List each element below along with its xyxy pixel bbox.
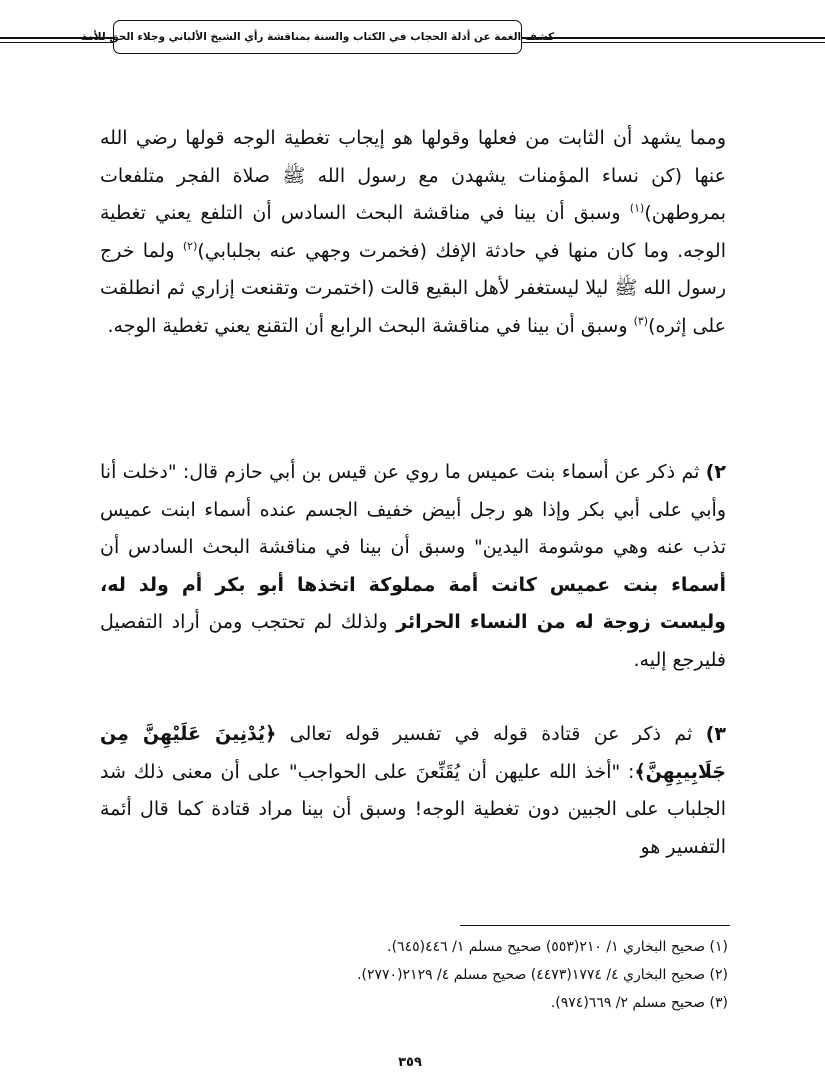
footnote-3: (٣) صحيح مسلم ٢/ ٦٦٩(٩٧٤). [550, 995, 728, 1011]
p1-text-4: وسبق أن بينا في مناقشة البحث الرابع أن التقنع يعني تغطية الوجه. [107, 314, 634, 337]
p2-bold-text: أسماء بنت عميس كانت أمة مملوكة اتخذها أبو بكر أم ولد له، وليست زوجة له من النساء الحرائر [100, 573, 726, 634]
p2-number: ٢) [705, 461, 726, 483]
running-header-title: كشف الغمة عن أدلة الحجاب في الكتاب والسنة بمناقشة رأي الشيخ الألباني وجلاء الحق للأمة [80, 31, 555, 43]
footnotes [300, 933, 728, 1017]
footnote-1: (١) صحيح البخاري ١/ ٢١٠(٥٥٣) صحيح مسلم ١/ ٤٤٦(٦٤٥). [387, 939, 728, 955]
page-number: ٣٥٩ [398, 1055, 422, 1070]
header-rule-right [522, 37, 825, 43]
paragraph-3 [100, 716, 726, 866]
footnote-ref-2: (٢) [182, 239, 198, 253]
p3-text-2: : "أخذ الله عليهن أن يُقَنِّعنَ على الحواجب" على أن معنى ذلك شد الجلباب على الجبين دون تغطية الوجه! وسبق أن بينا مراد قتادة كما قال أئمة التفسير هو [100, 760, 726, 858]
p2-text-1: ثم ذكر عن أسماء بنت عميس ما روي عن قيس بن أبي حازم قال: "دخلت أنا وأبي على أبي بكر وإذا هو رجل أبيض خفيف الجسم عنده أسماء ابنت عميس تذب عنه وهي موشومة اليدين" وسبق أن بينا في مناقشة البحث السادس أن [100, 461, 726, 559]
p1-text-3: ولما خرج رسول الله ﷺ ليلا ليستغفر لأهل البقيع قالت (اختمرت وتقنعت إزاري ثم انطلقت على إثره) [100, 239, 726, 337]
footnote-2: (٢) صحيح البخاري ٤/ ١٧٧٤(٤٤٧٣) صحيح مسلم ٤/ ٢١٢٩(٢٧٧٠). [357, 967, 728, 983]
footnote-ref-1: (١) [629, 201, 645, 215]
p3-text-1: ثم ذكر عن قتادة قوله في تفسير قوله تعالى [276, 723, 706, 745]
p1-text-1: ومما يشهد أن الثابت من فعلها وقولها هو إيجاب تغطية الوجه قولها رضي الله عنها (كن نساء المؤمنات يشهدن مع رسول الله ﷺ صلاة الفجر متلفعات بمروطهن) [100, 127, 726, 225]
p1-text-2: وسبق أن بينا في مناقشة البحث السادس أن التلفع يعني تغطية الوجه. وما كان منها في حادثة الإفك (فخمرت وجهي عنه بجلبابي) [100, 202, 726, 262]
quran-verse: ﴿يُدْنِينَ عَلَيْهِنَّ مِن جَلَابِيبِهِنَّ﴾ [100, 723, 726, 783]
paragraph-2 [100, 454, 726, 680]
footnote-separator [460, 925, 730, 926]
p2-text-2: ولذلك لم تحتجب ومن أراد التفصيل فليرجع إليه. [100, 611, 726, 671]
p3-number: ٣) [705, 723, 726, 745]
running-header [80, 20, 555, 54]
footnote-ref-3: (٣) [633, 314, 649, 328]
paragraph-1 [100, 120, 726, 346]
